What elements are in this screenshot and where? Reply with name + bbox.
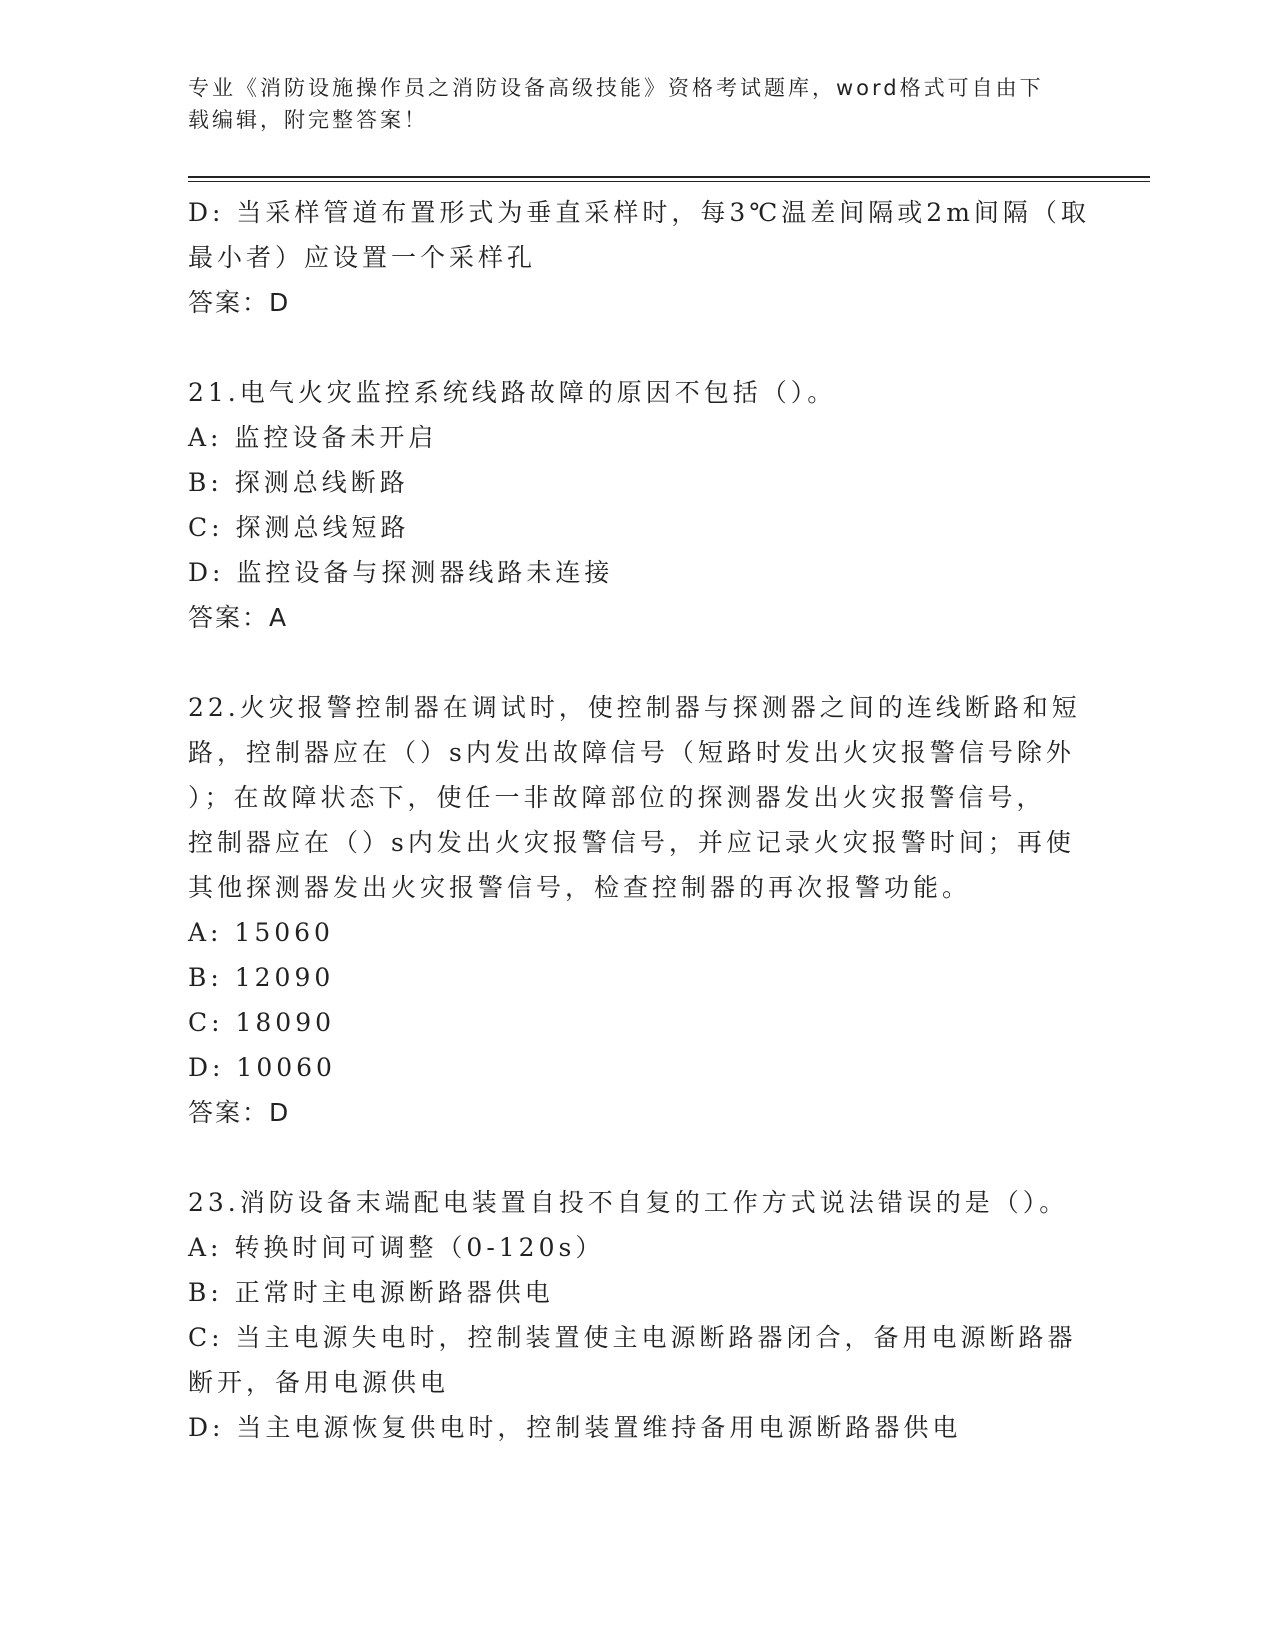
prev-answer: 答案：D [188, 288, 291, 317]
q22-option-b: B: 12090 [188, 963, 335, 992]
spacer [188, 325, 1088, 370]
q22-option-c: C: 18090 [188, 1008, 336, 1037]
q23-option-a: A: 转换时间可调整（0-120s） [188, 1233, 605, 1262]
q23-option-c-line-2: 断开，备用电源供电 [188, 1368, 450, 1397]
question-content [188, 190, 1088, 1450]
q21-option-b: B: 探测总线断路 [188, 468, 409, 497]
header-line-2: 载编辑，附完整答案！ [188, 108, 428, 132]
prev-option-d-line-1: D: 当采样管道布置形式为垂直采样时，每3℃温差间隔或2m间隔（取 [188, 198, 1090, 227]
q21-option-d: D: 监控设备与探测器线路未连接 [188, 558, 614, 587]
q21-answer: 答案：A [188, 603, 289, 632]
q21-option-a: A: 监控设备未开启 [188, 423, 438, 452]
q23-option-b: B: 正常时主电源断路器供电 [188, 1278, 554, 1307]
q22-question-line-3: ）；在故障状态下，使任一非故障部位的探测器发出火灾报警信号， [188, 783, 1046, 812]
q22-answer: 答案：D [188, 1098, 291, 1127]
q22-option-d: D: 10060 [188, 1053, 336, 1082]
q22-question-line-5: 其他探测器发出火灾报警信号，检查控制器的再次报警功能。 [188, 873, 972, 902]
q21-option-c: C: 探测总线短路 [188, 513, 410, 542]
q22-option-a: A: 15060 [188, 918, 334, 947]
q21-question: 21.电气火灾监控系统线路故障的原因不包括（）。 [188, 378, 837, 407]
header-divider-thick [188, 176, 1150, 178]
q22-question-line-4: 控制器应在（）s内发出火灾报警信号，并应记录火灾报警时间；再使 [188, 828, 1075, 857]
spacer [188, 1135, 1088, 1180]
q23-option-c-line-1: C: 当主电源失电时，控制装置使主电源断路器闭合，备用电源断路器 [188, 1323, 1077, 1352]
prev-option-d-line-2: 最小者）应设置一个采样孔 [188, 243, 537, 272]
spacer [188, 640, 1088, 685]
q23-option-d: D: 当主电源恢复供电时，控制装置维持备用电源断路器供电 [188, 1413, 962, 1442]
q22-question-line-1: 22.火灾报警控制器在调试时，使控制器与探测器之间的连线断路和短 [188, 693, 1081, 722]
header-divider-thin [188, 181, 1150, 182]
q22-question-line-2: 路，控制器应在（）s内发出故障信号（短路时发出火灾报警信号除外 [188, 738, 1075, 767]
q23-question: 23.消防设备末端配电装置自投不自复的工作方式说法错误的是（）。 [188, 1188, 1069, 1217]
header-line-1: 专业《消防设施操作员之消防设备高级技能》资格考试题库，word格式可自由下 [188, 76, 1044, 100]
document-header [188, 72, 1088, 136]
